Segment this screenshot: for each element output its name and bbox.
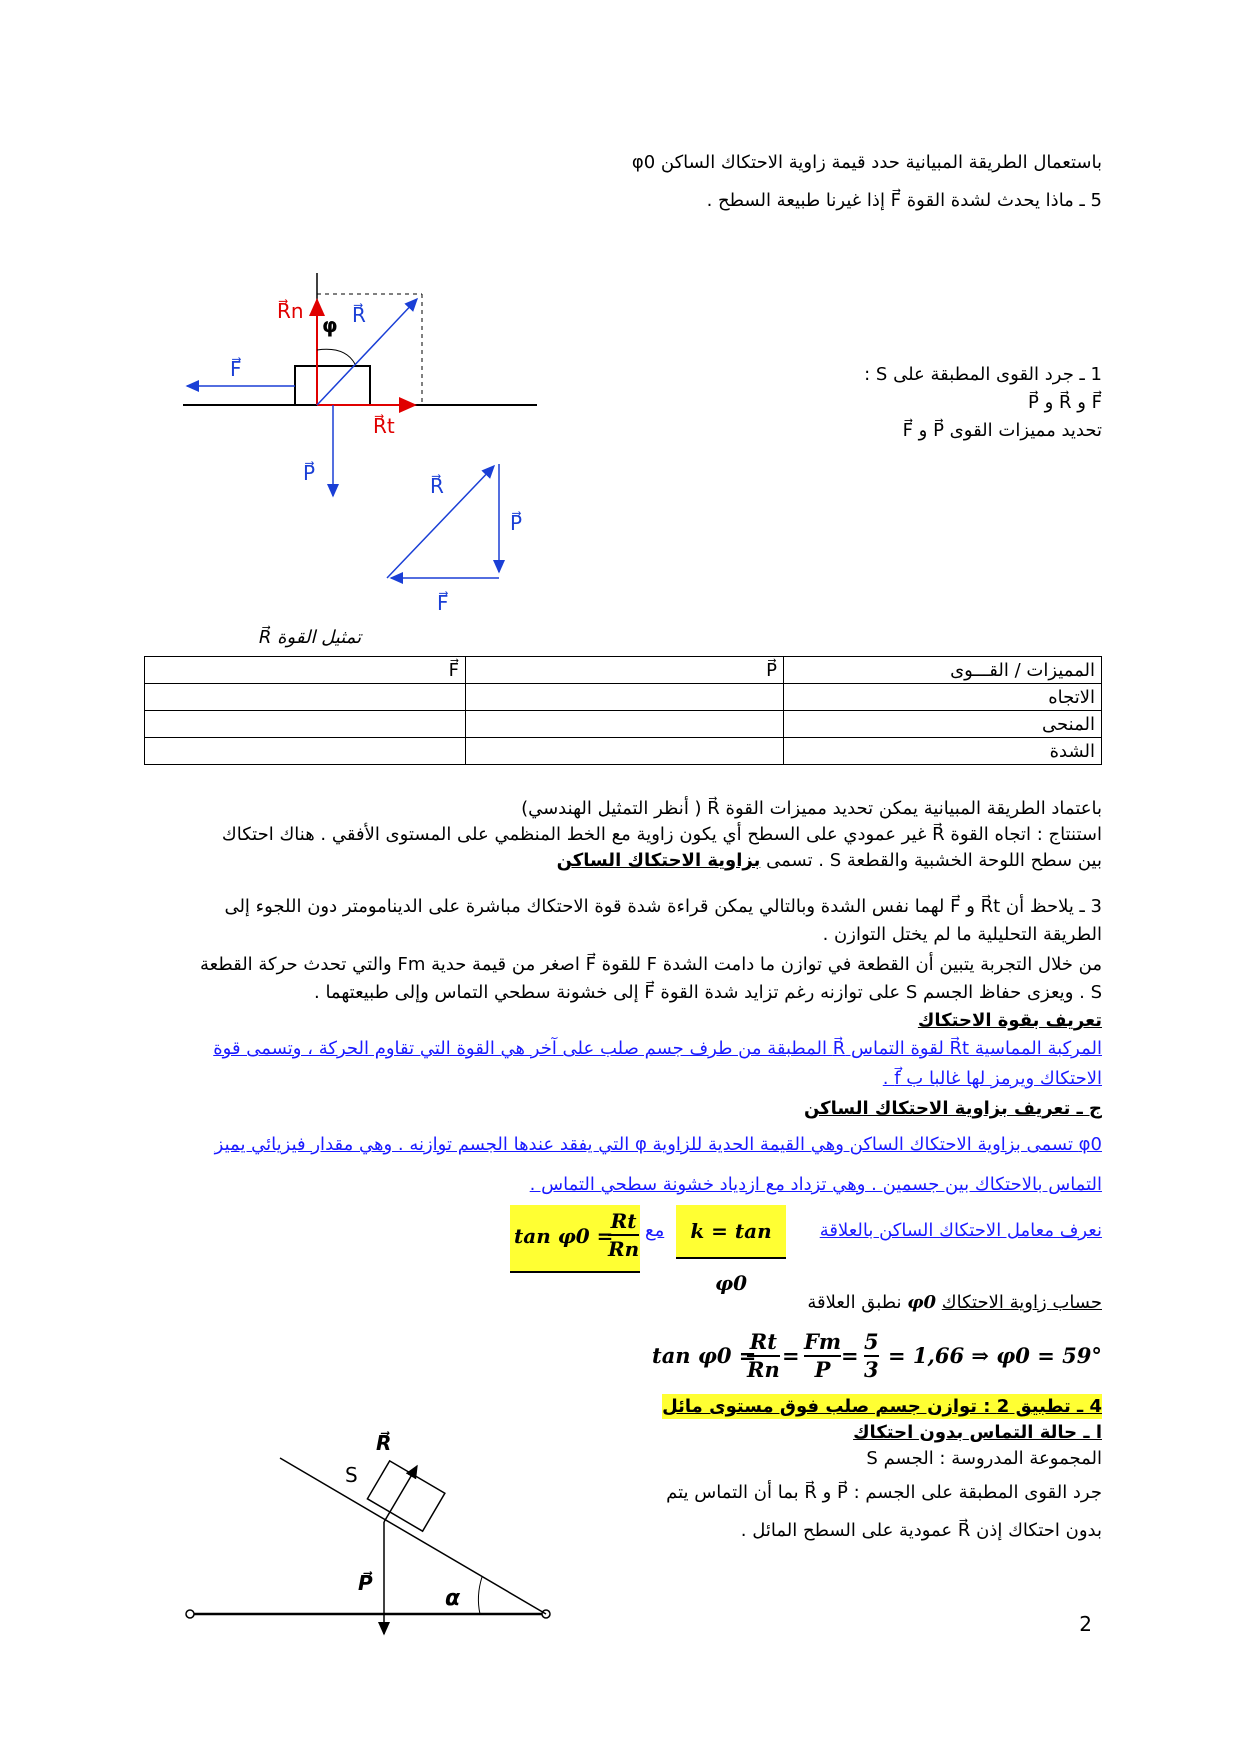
tan-formula (510, 1205, 640, 1273)
triangle-label-f: F⃗ (437, 591, 449, 615)
question-4-text: باستعمال الطريقة المبيانية حدد قيمة زاوية الاحتكاك الساكن φ0 (631, 152, 1102, 173)
table-row (145, 738, 1102, 765)
paragraph (557, 848, 1102, 873)
table-row (145, 711, 1102, 738)
definition-angle-text: التماس بالاحتكاك بين جسمين . وهي تزداد مع ازدياد خشونة سطحي التماس . (529, 1174, 1102, 1195)
paragraph: باعتماد الطريقة المبيانية يمكن تحديد مميزات القوة R⃗ ( أنظر التمثيل الهندسي) (521, 798, 1102, 819)
calc-result: = 1,66 ⇒ φ0 = 59° (888, 1343, 1102, 1368)
triangle-label-p: P⃗ (510, 511, 523, 535)
alpha-arc (478, 1577, 482, 1614)
application-2-title: 4 ـ تطبيق 2 : توازن جسم صلب فوق مستوى مائل (662, 1396, 1102, 1417)
application-2-text: المجموعة المدروسة : الجسم S (866, 1448, 1102, 1469)
label-s: S (345, 1463, 358, 1487)
fraction-numerator: 5 (864, 1329, 879, 1357)
q1-characteristics: تحديد مميزات القوى P⃗ و F⃗ (902, 420, 1102, 441)
label-alpha: α (445, 1586, 461, 1611)
paragraph-part: بين سطح اللوحة الخشبية والقطعة S . تسمى (760, 850, 1102, 871)
table-header-cell: F⃗ (145, 657, 466, 684)
q1-forces: F⃗ و R⃗ و P⃗ (1027, 392, 1102, 413)
label-p: P⃗ (358, 1571, 373, 1595)
application-2-subtitle: ا ـ حالة التماس بدون احتكاك (853, 1422, 1102, 1443)
application-2-text: جرد القوى المطبقة على الجسم : P⃗ و R⃗ بما أن التماس يتم (666, 1482, 1102, 1503)
fraction-denominator: Rn (608, 1237, 640, 1261)
figure-caption: تمثيل القوة R⃗ (258, 627, 362, 648)
definition-friction-text: الاحتكاك ويرمز لها غالبا ب f⃗ . (882, 1068, 1102, 1089)
fraction-numerator: Rt (608, 1208, 639, 1236)
q1-text: 1 ـ جرد القوى المطبقة على S : (864, 364, 1102, 385)
definition-friction-text: المركبة المماسية R⃗t لقوة التماس R⃗ المطبقة من طرف جسم صلب على آخر هي القوة التي تقاوم الحركة ، وتسمى قوة (213, 1038, 1102, 1059)
term-static-friction-angle: بزاوية الاحتكاك الساكن (556, 850, 761, 871)
apply-text: نطبق العلاقة (807, 1292, 902, 1313)
fraction-denominator: Rn (747, 1357, 780, 1382)
block-s (295, 366, 370, 405)
label-f: F⃗ (230, 357, 242, 381)
paragraph: استنتاج : اتجاه القوة R⃗ غير عمودي على السطح أي يكون زاوية مع الخط المنظمي على المستوى الأفقي . هناك احتكاك (221, 824, 1102, 845)
calculation-label-text: حساب زاوية الاحتكاك (941, 1292, 1102, 1313)
phi-arc (317, 349, 355, 364)
application-2-text: بدون احتكاك إذن R⃗ عمودية على السطح المائل . (740, 1520, 1102, 1541)
table-cell (145, 738, 466, 765)
calculation-formula (652, 1325, 1112, 1385)
base-endpoint (186, 1610, 194, 1618)
paragraph: S . ويعزى حفاظ الجسم S على توازنه رغم تزايد شدة القوة F⃗ إلى خشونة سطحي التماس وإلى طبيعتهما . (314, 982, 1102, 1003)
table-cell (466, 711, 784, 738)
table-header-cell: P⃗ (466, 657, 784, 684)
page-number: 2 (1079, 1612, 1092, 1636)
triangle-label-r: R⃗ (430, 474, 444, 498)
fraction-denominator: 3 (864, 1357, 879, 1382)
table-row-label: المنحى (784, 711, 1102, 738)
phi-symbol: φ0 (907, 1292, 937, 1313)
definition-angle-title: ج ـ تعريف بزاوية الاحتكاك الساكن (803, 1098, 1102, 1119)
equals-sign: = (782, 1343, 800, 1368)
fraction (608, 1208, 639, 1262)
inclined-plane-figure (150, 1420, 570, 1640)
calc-lhs: tan φ0 = (652, 1343, 757, 1368)
label-r: R⃗ (352, 303, 366, 327)
paragraph: 3 ـ يلاحظ أن R⃗t و F⃗ لهما نفس الشدة وبالتالي يمكن قراءة شدة قوة الاحتكاك مباشرة على الدينامومتر دون اللجوء إلى (224, 896, 1102, 917)
block-s (367, 1461, 444, 1531)
table-row-label: الشدة (784, 738, 1102, 765)
table-row (145, 684, 1102, 711)
fraction-numerator: Fm (804, 1329, 841, 1357)
calculation-label (807, 1290, 1102, 1315)
tan-lhs: tan φ0 = (514, 1224, 614, 1248)
characteristics-table (144, 656, 1102, 765)
table-header-row (145, 657, 1102, 684)
force-diagram-figure (165, 268, 555, 653)
label-r: R⃗ (376, 1431, 392, 1455)
fraction-denominator: P (814, 1357, 831, 1382)
equals-sign: = (841, 1343, 859, 1368)
inclined-plane (280, 1458, 546, 1614)
r-arrow (384, 1466, 417, 1522)
paragraph: الطريقة التحليلية ما لم يختل التوازن . (822, 924, 1102, 945)
table-cell (466, 738, 784, 765)
coefficient-relation-text: نعرف معامل الاحتكاك الساكن بالعلاقة (819, 1220, 1102, 1241)
table-cell (145, 684, 466, 711)
k-formula: k = tan φ0 (676, 1205, 786, 1259)
definition-friction-title: تعريف بقوة الاحتكاك (917, 1010, 1102, 1031)
label-rt: R⃗t (373, 414, 395, 438)
fraction (864, 1329, 879, 1383)
question-5-text: 5 ـ ماذا يحدث لشدة القوة F⃗ إذا غيرنا طبيعة السطح . (706, 190, 1102, 211)
fraction-numerator: Rt (747, 1329, 780, 1357)
table-cell (466, 684, 784, 711)
table-row-label: الاتجاه (784, 684, 1102, 711)
label-p: P⃗ (303, 461, 316, 485)
table-cell (145, 711, 466, 738)
definition-angle-text: φ0 تسمى بزاوية الاحتكاك الساكن وهي القيمة الحدية للزاوية φ التي يفقد عندها الجسم توازنه . وهي مقدار فيزيائي يميز (214, 1134, 1102, 1155)
label-rn: R⃗n (277, 299, 304, 323)
paragraph: من خلال التجربة يتبين أن القطعة في توازن ما دامت الشدة F للقوة F⃗ اصغر من قيمة حدية Fm والتي تحدث حركة القطعة (199, 954, 1102, 975)
label-phi: φ (322, 313, 338, 337)
table-header-cell: المميزات / القـــوى (784, 657, 1102, 684)
fraction (804, 1329, 841, 1383)
fraction (747, 1329, 780, 1383)
with-word: مع (645, 1220, 665, 1241)
